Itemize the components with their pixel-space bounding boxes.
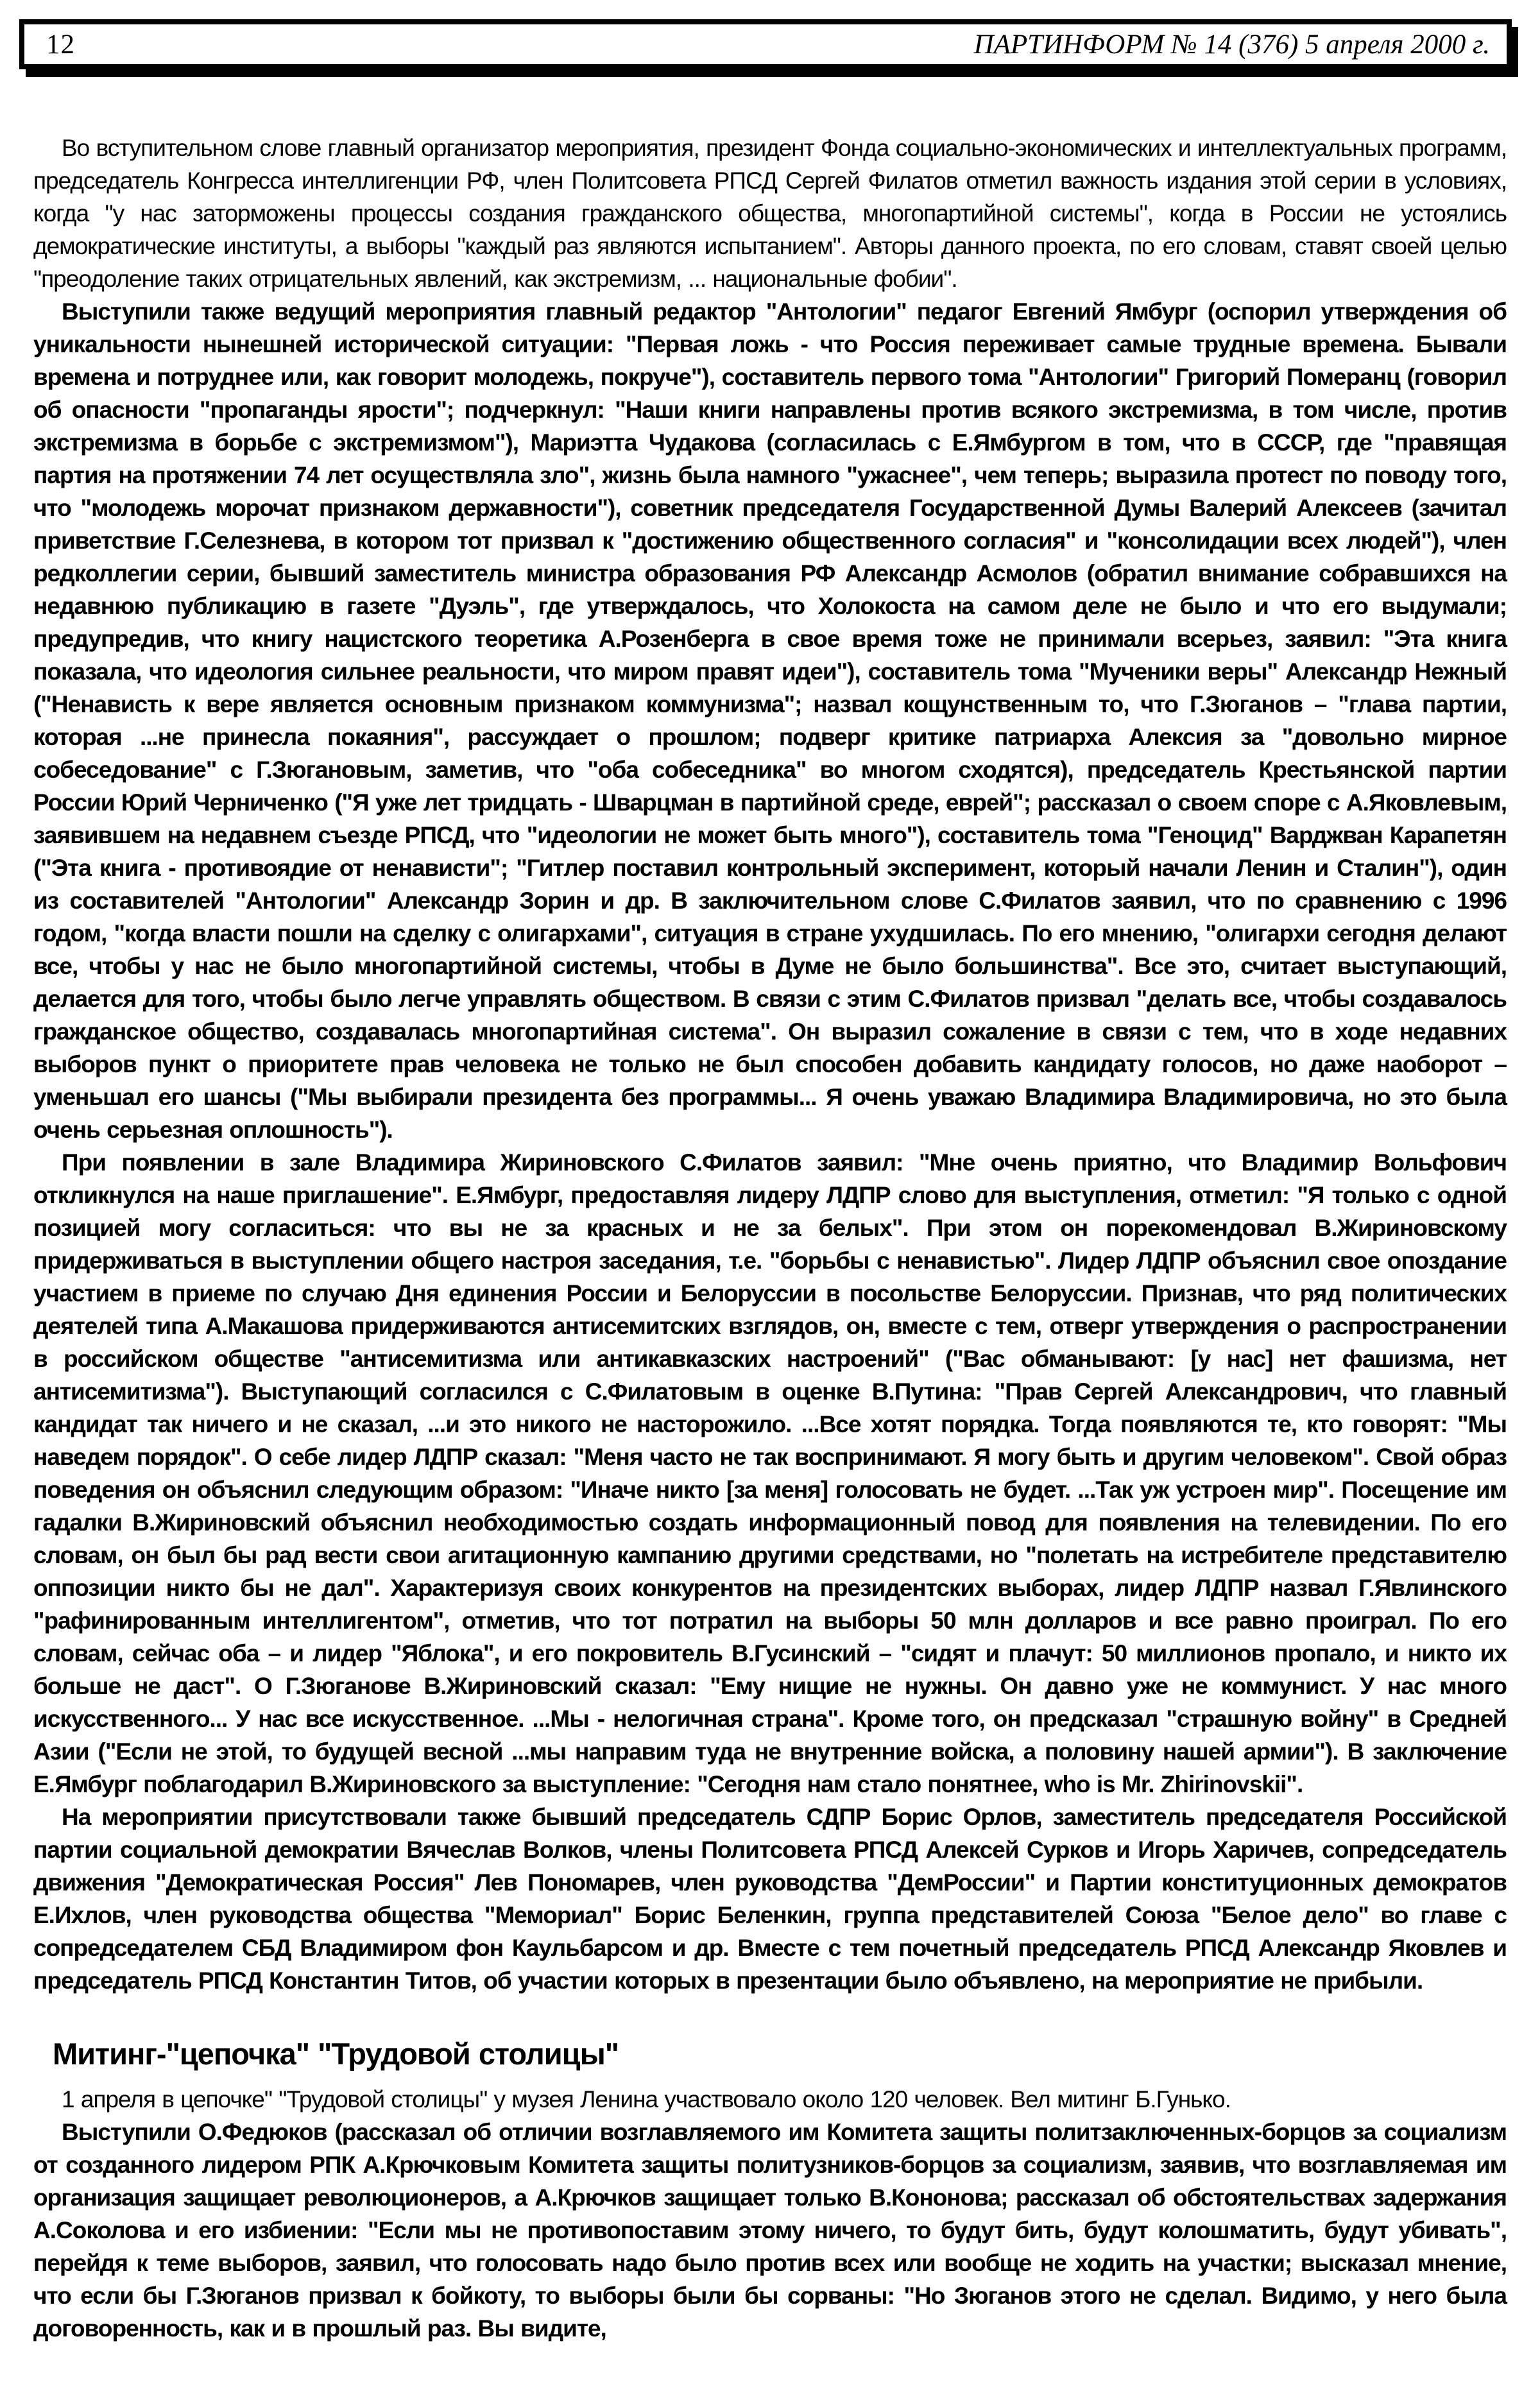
paragraph-meeting-speakers: Выступили О.Федюков (рассказал об отличии возглавляемого им Комитета защиты политзаключенных-борцов за социализм от созданного лидером РПК А.Крючковым Комитета защиты политузников-борцов за социализм, заявив, что возглавляемая им организация защищает революционеров, а А.Крючков защищает только В.Кононова; рассказал об обстоятельствах задержания А.Соколова и его избиении: "Если мы не противопоставим этому ничего, то будут бить, будут колошматить, будут убивать", перейдя к теме выборов, заявил, что голосовать надо было против всех или вообще не ходить на участки; высказал мнение, что если бы Г.Зюганов призвал к бойкоту, то выборы были бы сорваны: "Но Зюганов этого не сделал. Видимо, у него была договоренность, как и в прошлый раз. Вы видите,: [33, 2119, 1507, 2342]
section-heading: Митинг-"цепочка" "Трудовой столицы": [53, 2037, 619, 2071]
paragraph-zhirinovsky: При появлении в зале Владимира Жириновского С.Филатов заявил: "Мне очень приятно, что Владимир Вольфович откликнулся на наше приглашение". Е.Ямбург, предоставляя лидеру ЛДПР слово для выступления, отметил: "Я только с одной позицией могу согласиться: что вы не за красных и не за белых". При этом он порекомендовал В.Жириновскому придерживаться в выступлении общего настроя заседания, т.е. "борьбы с ненавистью". Лидер ЛДПР объяснил свое опоздание участием в приеме по случаю Дня единения России и Белоруссии в посольстве Белоруссии. Признав, что ряд политических деятелей типа А.Макашова придерживаются антисемитских взглядов, он, вместе с тем, отверг утверждения о распространении в российском обществе "антисемитизма или антикавказских настроений" ("Вас обманывают: [у нас] нет фашизма, нет антисемитизма"). Выступающий согласился с С.Филатовым в оценке В.Путина: "Прав Сергей Александрович, что главный кандидат так ничего и не сказал, ...и это никого не насторожило. ...Все хотят порядка. Тогда появляются те, кто говорят: "Мы наведем порядок". О себе лидер ЛДПР сказал: "Меня часто не так воспринимают. Я могу быть и другим человеком". Свой образ поведения он объяснил следующим образом: "Иначе никто [за меня] голосовать не будет. ...Так уж устроен мир". Посещение им гадалки В.Жириновский объяснил необходимостью создать информационный повод для появления на телевидении. По его словам, он был бы рад вести свои агитационную кампанию другими средствами, но "полетать на истребителе представителю оппозиции никто бы не дал". Характеризуя своих конкурентов на президентских выборах, лидер ЛДПР назвал Г.Явлинского "рафинированным интеллигентом", отметив, что тот потратил на выборы 50 млн долларов и все равно проиграл. По его словам, сейчас оба – и лидер "Яблока", и его покровитель В.Гусинский – "сидят и плачут: 50 миллионов пропало, и никто их больше не даст". О Г.Зюганове В.Жириновский сказал: "Ему нищие не нужны. Он давно уже не коммунист. У нас много искусственного... У нас все искусственное. ...Мы - нелогичная страна". Кроме того, он предсказал "страшную войну" в Средней Азии ("Если не этой, то будущей весной ...мы направим туда не внутренние войска, а половину нашей армии"). В заключение Е.Ямбург поблагодарил В.Жириновского за выступление: "Сегодня нам стало понятнее, who is Mr. Zhirinovskii".: [33, 1149, 1507, 1797]
article-body: [33, 132, 1507, 2345]
running-head: [19, 19, 1512, 69]
paragraph-meeting-lead: 1 апреля в цепочке" "Трудовой столицы" у музея Ленина участвовало около 120 человек. Вел митинг Б.Гунько.: [62, 2086, 1231, 2112]
paragraph-intro: Во вступительном слове главный организатор мероприятия, президент Фонда социально-экономических и интеллектуальных программ, председатель Конгресса интеллигенции РФ, член Политсовета РПСД Сергей Филатов отметил важность издания этой серии в условиях, когда "у нас заторможены процессы создания гражданского общества, многопартийной системы", когда в России не устоялись демократические институты, а выборы "каждый раз являются испытанием". Авторы данного проекта, по его словам, ставят своей целью "преодоление таких отрицательных явлений, как экстремизм, ... национальные фобии".: [33, 135, 1507, 292]
paragraph-speakers: Выступили также ведущий мероприятия главный редактор "Антологии" педагог Евгений Ямбург (оспорил утверждения об уникальности нынешней исторической ситуации: "Первая ложь - что Россия переживает самые трудные времена. Бывали времена и потруднее или, как говорит молодежь, покруче"), составитель первого тома "Антологии" Григорий Померанц (говорил об опасности "пропаганды ярости"; подчеркнул: "Наши книги направлены против всякого экстремизма, в том числе, против экстремизма в борьбе с экстремизмом"), Мариэтта Чудакова (согласилась с Е.Ямбургом в том, что в СССР, где "правящая партия на протяжении 74 лет осуществляла зло", жизнь была намного "ужаснее", чем теперь; выразила протест по поводу того, что "молодежь морочат признаком державности"), советник председателя Государственной Думы Валерий Алексеев (зачитал приветствие Г.Селезнева, в котором тот призвал к "достижению общественного согласия" и "консолидации всех людей"), член редколлегии серии, бывший заместитель министра образования РФ Александр Асмолов (обратил внимание собравшихся на недавнюю публикацию в газете "Дуэль", где утверждалось, что Холокоста на самом деле не было и что его выдумали; предупредив, что книгу нацистского теоретика А.Розенберга в свое время тоже не принимали всерьез, заявил: "Эта книга показала, что идеология сильнее реальности, что миром правят идеи"), составитель тома "Мученики веры" Александр Нежный ("Ненависть к вере является основным признаком коммунизма"; назвал кощунственным то, что Г.Зюганов – "глава партии, которая ...не принесла покаяния", рассуждает о прошлом; подверг критике патриарха Алексия за "довольно мирное собеседование" с Г.Зюгановым, заметив, что "оба собеседника" во многом сходятся), председатель Крестьянской партии России Юрий Черниченко ("Я уже лет тридцать - Шварцман в партийной среде, еврей"; рассказал о своем споре с А.Яковлевым, заявившем на недавнем съезде РПСД, что "идеологии не может быть много"), составитель тома "Геноцид" Варджван Карапетян ("Эта книга - противоядие от ненависти"; "Гитлер поставил контрольный эксперимент, который начали Ленин и Сталин"), один из составителей "Антологии" Александр Зорин и др. В заключительном слове С.Филатов заявил, что по сравнению с 1996 годом, "когда власти пошли на сделку с олигархами", ситуация в стране ухудшилась. По его мнению, "олигархи сегодня делают все, чтобы у нас не было многопартийной системы, чтобы в Думе не было большинства". Все это, считает выступающий, делается для того, чтобы было легче управлять обществом. В связи с этим С.Филатов призвал "делать все, чтобы создавалось гражданское общество, создавалась многопартийная система". Он выразил сожаление в связи с тем, что в ходе недавних выборов пункт о приоритете прав человека не только не был способен добавить кандидату голосов, но даже наоборот – уменьшал его шансы ("Мы выбирали президента без программы... Я очень уважаю Владимира Владимировича, но это была очень серьезная оплошность").: [33, 298, 1507, 1143]
page-number: 12: [46, 29, 75, 60]
paragraph-attendees: На мероприятии присутствовали также бывший председатель СДПР Борис Орлов, заместитель председателя Российской партии социальной демократии Вячеслав Волков, члены Политсовета РПСД Алексей Сурков и Игорь Харичев, сопредседатель движения "Демократическая Россия" Лев Пономарев, член руководства "ДемРоссии" и Партии конституционных демократов Е.Ихлов, член руководства общества "Мемориал" Борис Беленкин, группа представителей Союза "Белое дело" во главе с сопредседателем СБД Владимиром фон Каульбарсом и др. Вместе с тем почетный председатель РПСД Александр Яковлев и председатель РПСД Константин Титов, об участии которых в презентации было объявлено, на мероприятие не прибыли.: [33, 1804, 1507, 1994]
issue-title: ПАРТИНФОРМ № 14 (376) 5 апреля 2000 г.: [973, 29, 1490, 60]
